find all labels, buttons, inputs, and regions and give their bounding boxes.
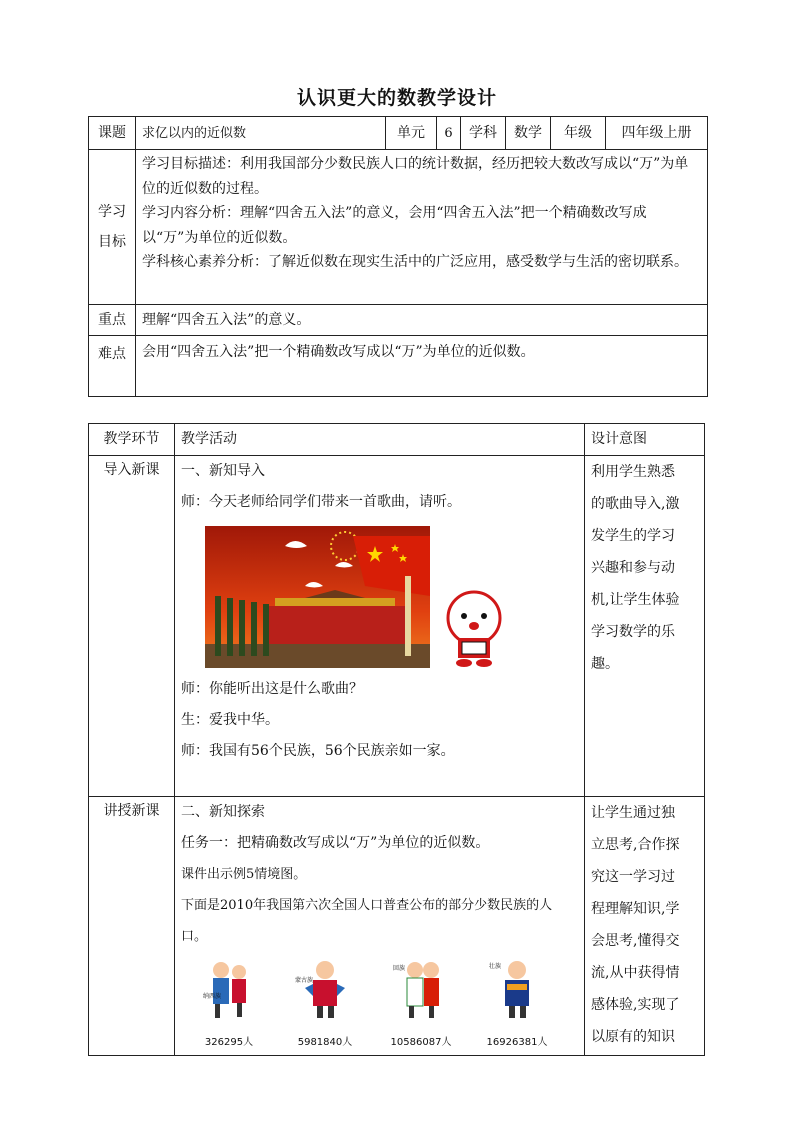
goals-content [136,150,708,305]
ethnic-zhuang [469,958,565,1055]
intent-new-4: 程理解知识,学 [591,901,680,917]
plan-header-row [89,424,705,456]
ethnic-hui [373,958,469,1055]
goal-content-analysis: 学习内容分析：理解“四舍五入法”的意义，会用“四舍五入法”把一个精确数改写成以“万”为单位的近似数。 [142,205,647,246]
naxi-pop: 326295人 [204,1037,254,1048]
tiananmen-image [205,526,430,668]
intent-intro-5: 机,让学生体验 [591,592,680,608]
info-header-row [89,117,708,150]
goals-row [89,150,708,305]
intent-new-6: 流,从中获得情 [591,965,680,981]
intent-new-2: 立思考,合作探 [591,837,680,853]
zhuang-name: 壮族 [489,963,502,970]
intent-new-1: 让学生通过独 [591,805,675,821]
plan-row-intro [89,456,705,797]
mongol-figure-icon [295,958,355,1020]
stage-intro: 导入新课 [89,456,175,797]
zhuang-pop: 16926381人 [486,1037,548,1048]
goal-desc: 学习目标描述：利用我国部分少数民族人口的统计数据，经历把较大数改写成以“万”为单位的近似数的过程。 [142,156,689,197]
intent-intro-2: 的歌曲导入,激 [591,496,680,512]
difficult-label: 难点 [89,336,136,397]
grade-value: 四年级上册 [606,117,708,150]
intent-intro-6: 学习数学的乐 [591,624,675,640]
zhuang-figure-icon [487,958,547,1020]
goals-label: 学习目标 [89,150,136,305]
hui-name: 回族 [393,965,406,972]
plan-table [88,423,705,1056]
intro-line-3: 师：你能听出这是什么歌曲？ [181,681,363,697]
difficult-value: 会用“四舍五入法”把一个精确数改写成以“万”为单位的近似数。 [136,336,708,397]
stage-new: 讲授新课 [89,797,175,1056]
page-title: 认识更大的数教学设计 [296,87,497,109]
ethnic-mongol [277,958,373,1055]
intent-new-8: 以原有的知识 [591,1029,675,1045]
new-line-2: 任务一：把精确数改写成以“万”为单位的近似数。 [181,835,490,851]
activity-new [175,797,585,1056]
ke-ti-label: 课题 [89,117,136,150]
intent-intro-1: 利用学生熟悉 [591,464,675,480]
intro-line-1: 一、新知导入 [181,463,265,479]
col-stage: 教学环节 [89,424,175,456]
intent-new [585,797,705,1056]
intro-line-5: 师：我国有56个民族，56个民族亲如一家。 [181,743,455,759]
intent-new-7: 感体验,实现了 [591,997,680,1013]
ethnic-figures [181,958,578,1055]
hui-figure-icon [391,958,451,1020]
goal-core-literacy: 学科核心素养分析：了解近似数在现实生活中的广泛应用，感受数学与生活的密切联系。 [142,254,688,270]
activity-intro [175,456,585,797]
subject-value: 数学 [506,117,551,150]
intent-intro-3: 发学生的学习 [591,528,675,544]
new-line-1: 二、新知探索 [181,804,265,820]
difficult-row [89,336,708,397]
intent-new-3: 究这一学习过 [591,869,675,885]
ke-ti-value: 求亿以内的近似数 [136,117,386,150]
unit-label: 单元 [386,117,437,150]
intent-intro [585,456,705,797]
subject-label: 学科 [461,117,506,150]
key-label: 重点 [89,305,136,336]
grade-label: 年级 [551,117,606,150]
naxi-name: 纳西族 [203,993,222,1000]
mongol-name: 蒙古族 [295,977,314,984]
intent-new-5: 会思考,懂得交 [591,933,680,949]
intro-line-4: 生：爱我中华。 [181,712,279,728]
info-table [88,116,708,397]
plan-row-new [89,797,705,1056]
hui-pop: 10586087人 [390,1037,452,1048]
mongol-pop: 5981840人 [297,1037,353,1048]
intent-intro-4: 兴趣和参与动 [591,560,675,576]
mascot-icon [438,588,510,668]
intro-line-2: 师：今天老师给同学们带来一首歌曲，请听。 [181,494,461,510]
new-line-4: 下面是2010年我国第六次全国人口普查公布的部分少数民族的人口。 [181,898,553,944]
intent-intro-7: 趣。 [591,656,619,672]
naxi-figure-icon [199,958,259,1020]
key-value: 理解“四舍五入法”的意义。 [136,305,708,336]
new-line-3: 课件出示例5情境图。 [181,867,307,882]
col-intent: 设计意图 [585,424,705,456]
key-row [89,305,708,336]
ethnic-naxi [181,958,277,1055]
col-activity: 教学活动 [175,424,585,456]
unit-value: 6 [437,117,461,150]
